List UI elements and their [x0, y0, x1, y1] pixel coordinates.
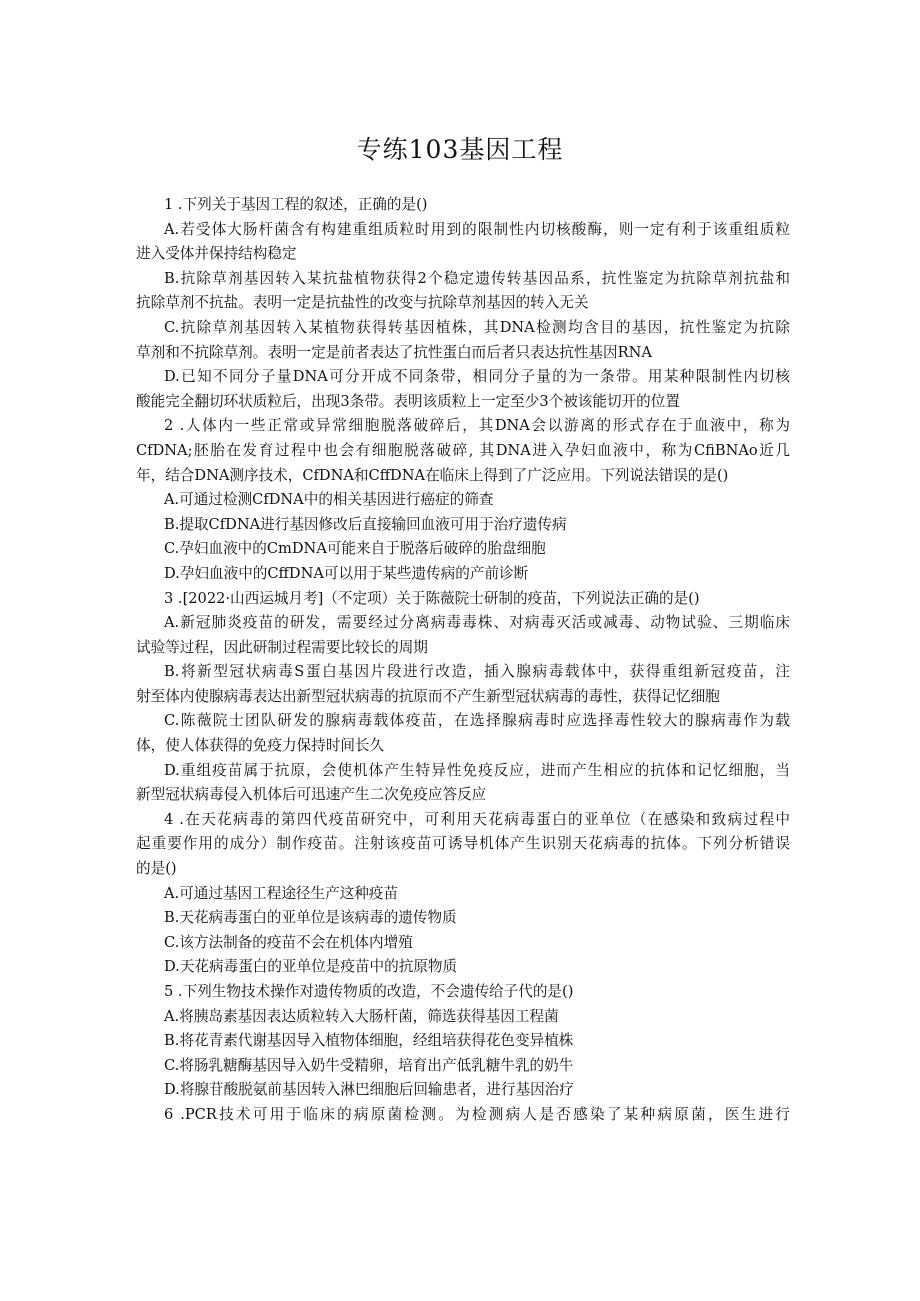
text-line: C.陈薇院士团队研发的腺病毒载体疫苗，在选择腺病毒时应选择毒性较大的腺病毒作为载 — [164, 712, 790, 730]
text-line: B.提取CfDNA进行基因修改后直接输回血液可用于治疗遗传病 — [164, 515, 567, 533]
text-line: D.天花病毒蛋白的亚单位是疫苗中的抗原物质 — [164, 958, 458, 976]
text-line: A.若受体大肠杆菌含有构建重组质粒时用到的限制性内切核酸酶，则一定有利于该重组质粒 — [164, 220, 790, 238]
text-line: 1 .下列关于基因工程的叙述，正确的是() — [164, 196, 428, 213]
page-title: 专练103基因工程 — [356, 135, 564, 164]
document-body — [136, 193, 790, 1128]
text-line: C.将肠乳糖酶基因导入奶牛受精卵，培育出产低乳糖牛乳的奶牛 — [164, 1056, 574, 1074]
text-line: 酸能完全翻切环状质粒后，出现3条带。表明该质粒上一定至少3个被该能切开的位置 — [136, 392, 680, 410]
text-line: B.将花青素代谢基因导入植物体细胞，经组培获得花色变异植株 — [164, 1032, 574, 1050]
text-line: 体，使人体获得的免疫力保持时间长久 — [136, 737, 385, 755]
text-line: 年，结合DNA测序技术，CfDNA和CffDNA在临床上得到了广泛应用。下列说法错误的是() — [136, 466, 729, 484]
text-line: 起重要作用的成分）制作疫苗。注射该疫苗可诱导机体产生识别天花病毒的抗体。下列分析错误 — [136, 835, 790, 853]
text-line: 的是() — [136, 860, 177, 878]
text-line: C.该方法制备的疫苗不会在机体内增殖 — [164, 933, 413, 951]
text-line: A.将胰岛素基因表达质粒转入大肠杆菌，筛选获得基因工程菌 — [164, 1007, 559, 1025]
text-line: D.将腺苷酸脱氨前基因转入淋巴细胞后回输患者，进行基因治疗 — [164, 1081, 574, 1099]
text-line: 3 .[2022·山西运城月考]（不定项）关于陈薇院士研制的疫苗，下列说法正确的是() — [164, 589, 700, 607]
text-line: D.孕妇血液中的CffDNA可以用于某些遗传病的产前诊断 — [164, 564, 529, 582]
text-line: A.可通过检测CfDNA中的相关基因进行癌症的筛查 — [164, 491, 494, 509]
text-line: D.已知不同分子量DNA可分开成不同条带，相同分子量的为一条带。用某种限制性内切核 — [164, 368, 790, 386]
text-line: D.重组疫苗属于抗原，会使机体产生特异性免疫反应，进而产生相应的抗体和记忆细胞，当 — [164, 761, 790, 779]
text-line: B.将新型冠状病毒S蛋白基因片段进行改造，插入腺病毒载体中，获得重组新冠疫苗，注 — [164, 663, 790, 681]
text-line: 抗除草剂不抗盐。表明一定是抗盐性的改变与抗除草剂基因的转入无关 — [136, 294, 589, 312]
text-line: 射至体内使腺病毒表达出新型冠状病毒的抗原而不产生新型冠状病毒的毒性，获得记忆细胞 — [136, 687, 720, 705]
text-line: 试验等过程，因此研制过程需要比较长的周期 — [136, 638, 428, 656]
text-line: 6 .PCR技术可用于临床的病原菌检测。为检测病人是否感染了某种病原菌，医生进行 — [164, 1105, 790, 1123]
text-line: B.抗除草剂基因转入某抗盐植物获得2个稳定遗传转基因品系，抗性鉴定为抗除草剂抗盐和 — [164, 269, 790, 287]
text-line: A.新冠肺炎疫苗的研发，需要经过分离病毒毒株、对病毒灭活或减毒、动物试验、三期临床 — [164, 614, 790, 632]
text-line: C.抗除草剂基因转入某植物获得转基因植株，其DNA检测均含目的基因，抗性鉴定为抗除 — [164, 318, 790, 336]
text-line: 新型冠状病毒侵入机体后可迅速产生二次免疫应答反应 — [136, 786, 487, 804]
text-line: B.天花病毒蛋白的亚单位是该病毒的遗传物质 — [164, 909, 457, 927]
text-line: 5 .下列生物技术操作对遗传物质的改造，不会遗传给子代的是() — [164, 983, 574, 1000]
text-line: C.孕妇血液中的CmDNA可能来自于脱落后破碎的胎盘细胞 — [164, 540, 546, 558]
text-line: CfDNA;胚胎在发育过程中也会有细胞脱落破碎, 其DNA进入孕妇血液中，称为CfiBNAo近几 — [136, 441, 790, 459]
text-line: 进入受体并保持结构稳定 — [136, 245, 297, 263]
text-line: A.可通过基因工程途径生产这种疫苗 — [164, 884, 399, 902]
text-line: 4 .在天花病毒的第四代疫苗研究中，可利用天花病毒蛋白的亚单位（在感染和致病过程中 — [164, 810, 790, 828]
text-line: 2 .人体内一些正常或异常细胞脱落破碎后，其DNA会以游离的形式存在于血液中，称为 — [164, 417, 790, 435]
text-line: 草剂和不抗除草剂。表明一定是前者表达了抗性蛋白而后者只表达抗性基因RNA — [136, 343, 652, 361]
